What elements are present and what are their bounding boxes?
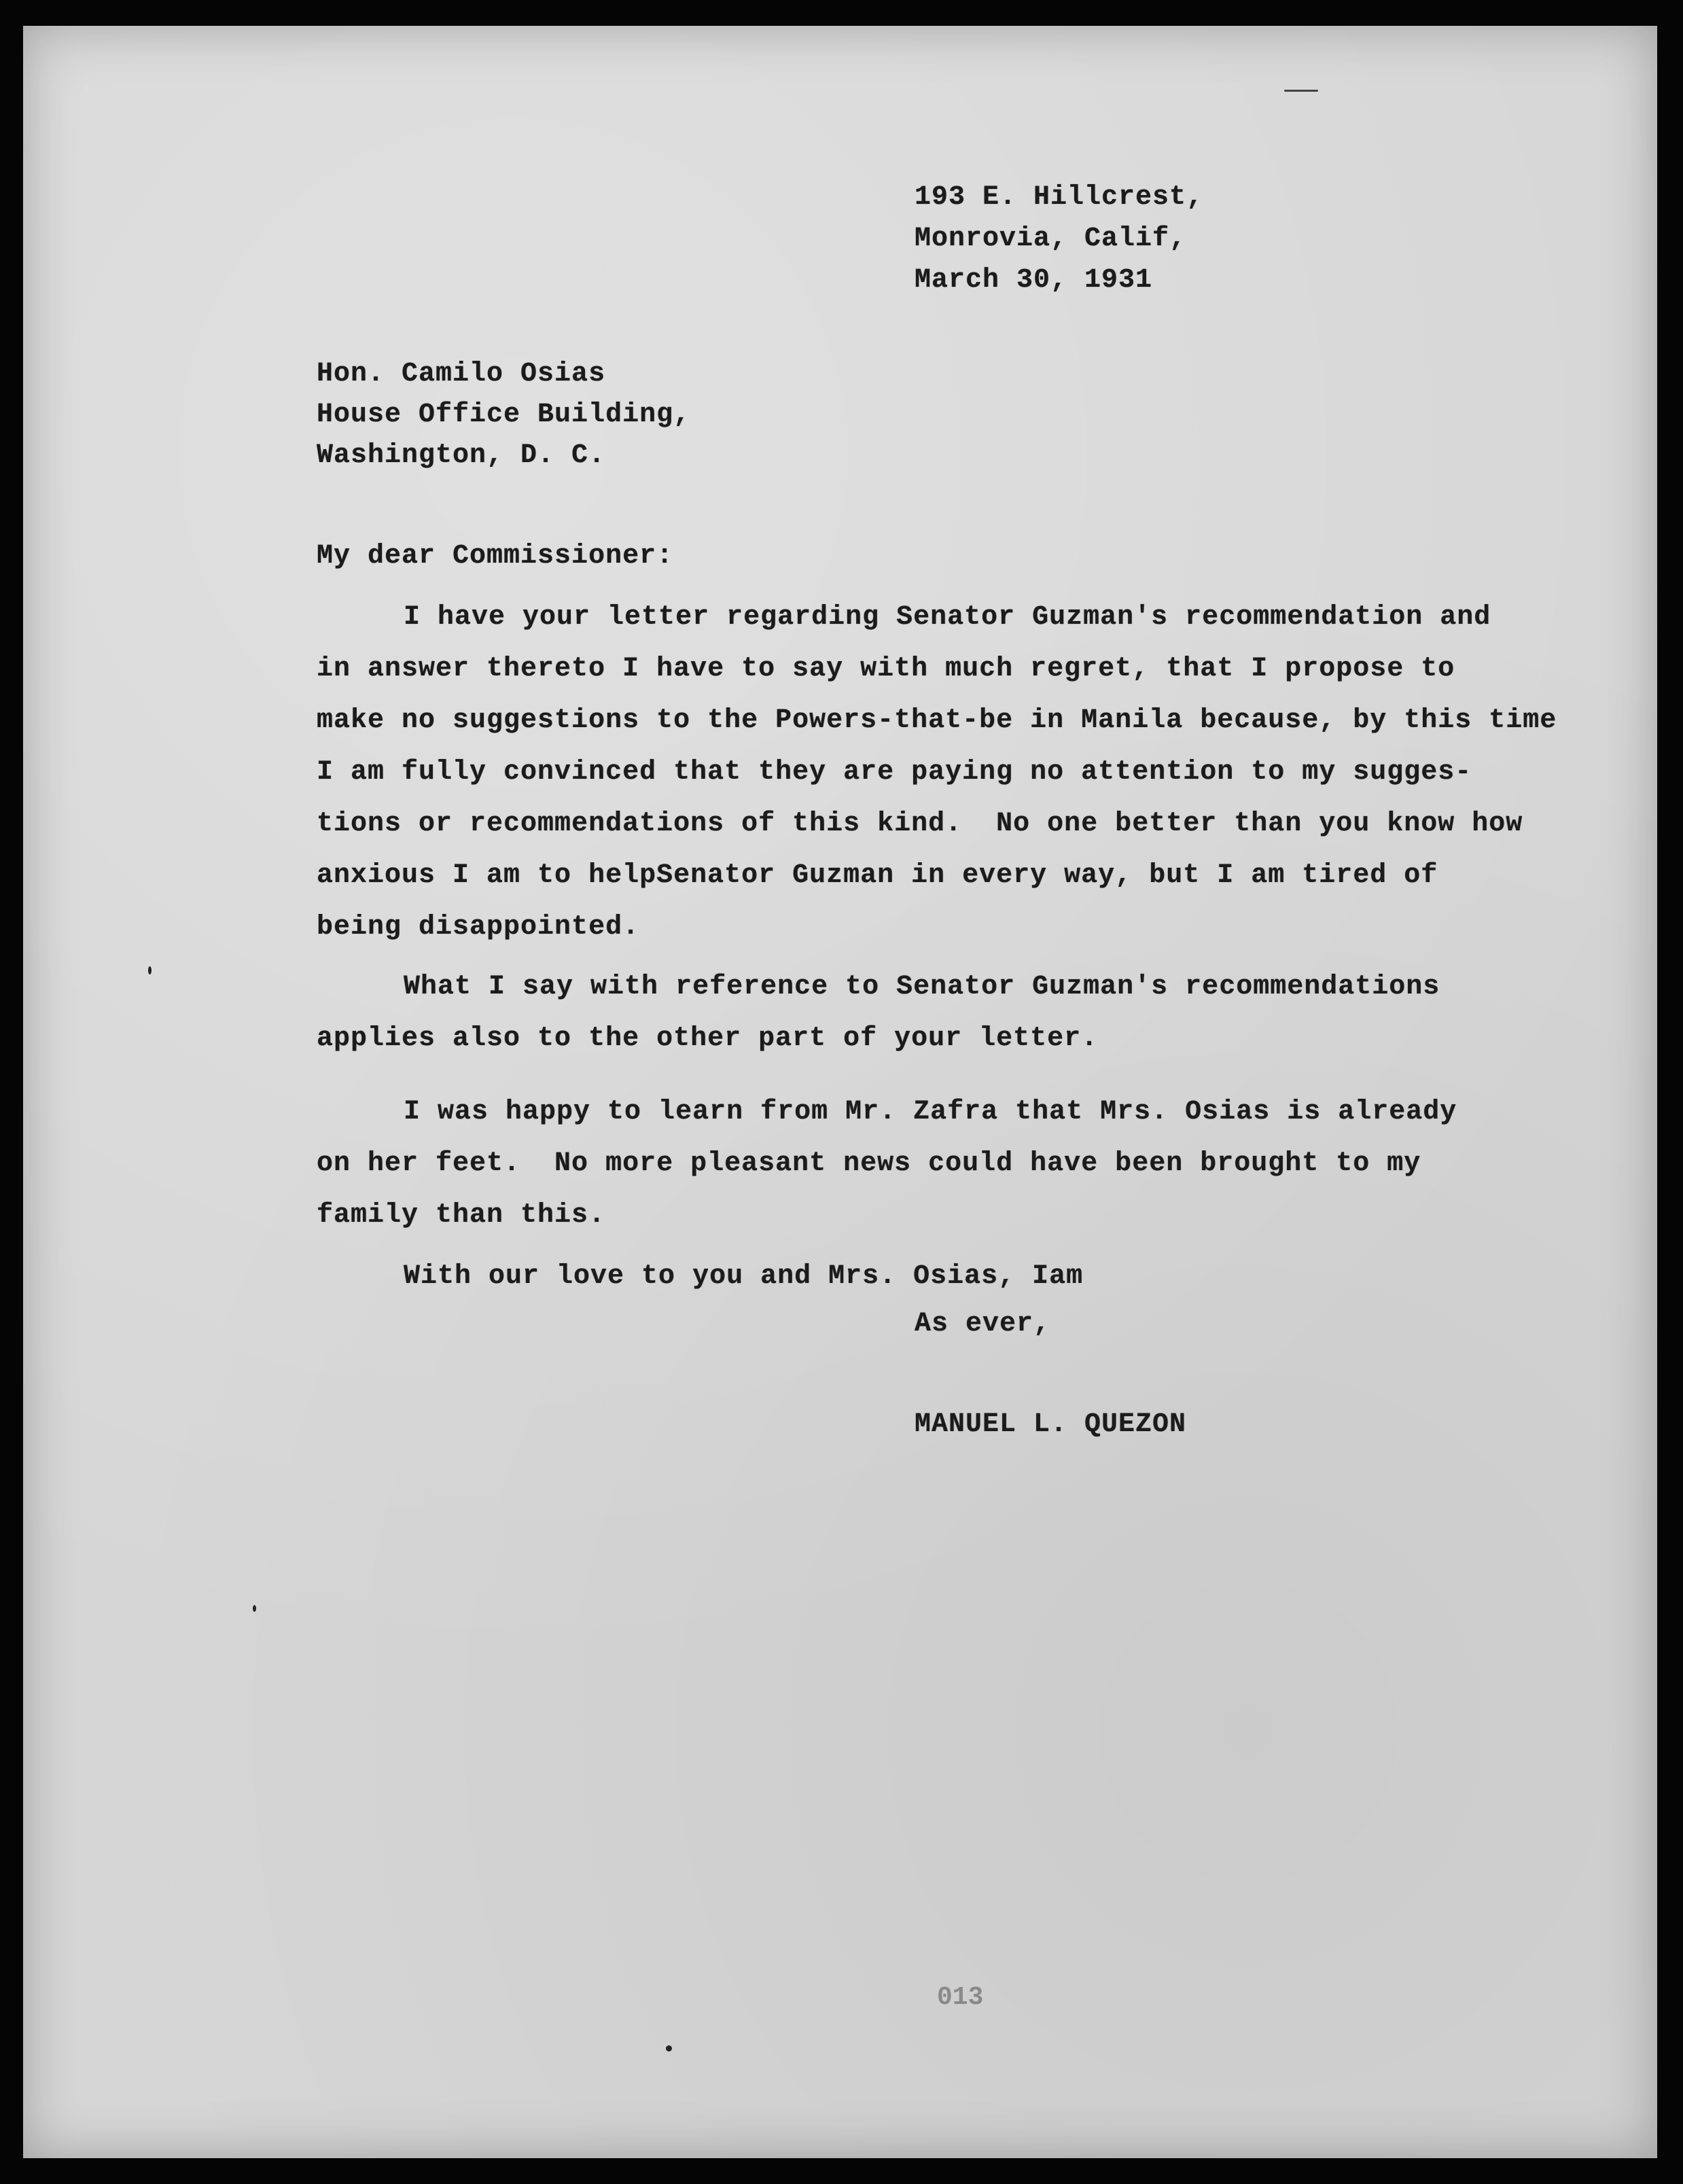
scan-speck (1284, 90, 1318, 92)
body-line: applies also to the other part of your letter. (317, 1023, 1099, 1054)
salutation: My dear Commissioner: (317, 541, 674, 571)
body-line: family than this. (317, 1200, 606, 1231)
sender-street: 193 E. Hillcrest, (915, 182, 1204, 213)
body-line: What I say with reference to Senator Guzman's recommendations (404, 972, 1440, 1002)
signature: MANUEL L. QUEZON (915, 1409, 1187, 1440)
letter-page (23, 26, 1657, 2158)
body-line: I am fully convinced that they are paying no attention to my sugges- (317, 757, 1472, 788)
scan-speck (253, 1605, 256, 1612)
body-line: anxious I am to helpSenator Guzman in every way, but I am tired of (317, 860, 1438, 891)
body-line: being disappointed. (317, 912, 640, 943)
letter-date: March 30, 1931 (915, 265, 1153, 296)
recipient-name: Hon. Camilo Osias (317, 359, 606, 389)
body-line: tions or recommendations of this kind. No one better than you know how (317, 809, 1523, 839)
body-line: make no suggestions to the Powers-that-be in Manila because, by this time (317, 705, 1557, 736)
page-number: 013 (937, 1983, 984, 2012)
body-line: on her feet. No more pleasant news could have been brought to my (317, 1148, 1421, 1179)
body-line: I was happy to learn from Mr. Zafra that Mrs. Osias is already (404, 1097, 1457, 1127)
recipient-city: Washington, D. C. (317, 440, 606, 471)
scan-speck (148, 966, 152, 974)
body-line: With our love to you and Mrs. Osias, Iam (404, 1261, 1084, 1292)
scan-speck (666, 2045, 672, 2051)
closing: As ever, (915, 1309, 1051, 1339)
recipient-building: House Office Building, (317, 400, 691, 430)
sender-city: Monrovia, Calif, (915, 224, 1187, 254)
body-line: in answer thereto I have to say with much regret, that I propose to (317, 654, 1455, 684)
body-line: I have your letter regarding Senator Guzman's recommendation and (404, 602, 1491, 633)
